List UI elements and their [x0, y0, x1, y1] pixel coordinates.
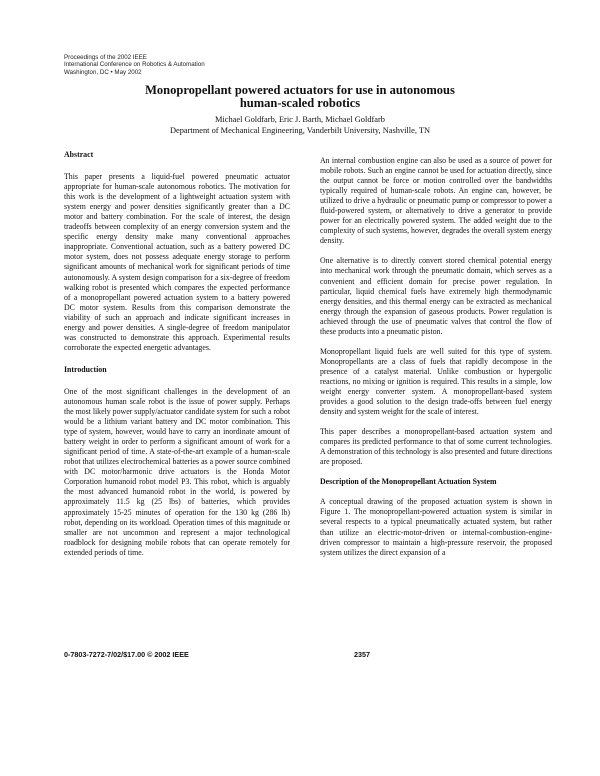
paper-title — [0, 84, 600, 110]
conference-line-2: International Conference on Robotics & Automation — [64, 61, 205, 69]
conference-line-3: Washington, DC • May 2002 — [64, 68, 142, 76]
introduction-text: One of the most significant challenges in the development of an autonomous human scale robot is the issue of power supply. Perhaps the most likely power supply/actuator candidate system for such a robot would be a lithium variant battery and DC motor combination. This type of system, however, would have to carry an inordinate amount of battery weight in order to perform a significant amount of work for a significant period of time. A state-of-the-art example of a human-scale robot that utilizes electrochemical batteries as a power source combined with DC motor/harmonic drive actuators is the Honda Motor Corporation humanoid robot model P3. This robot, which is arguably the most advanced humanoid robot in the world, is powered by approximately 11.5 kg (25 lbs) of batteries, which provides approximately 15-25 minutes of operation for the 130 kg (286 lb) robot, depending on its workload. Operation times of this magnitude or smaller are not uncommon and represent a major technological roadblock for designing mobile robots that can operate remotely for extended periods of time. — [64, 386, 290, 557]
author-block — [0, 115, 600, 136]
introduction-heading: Introduction — [64, 364, 107, 374]
right-paragraph-1: An internal combustion engine can also be used as a source of power for mobile robots. Such an engine cannot be used for actuation directly, since the output cannot be force or motion controlled over the bandwidths typically required of human-scale robots. An engine can, however, be utilized to drive a hydraulic or pneumatic pump or compressor to power a fluid-powered system, or alternatively to drive a generator to provide power for an electrically powered system. The added weight due to the complexity of such systems, however, degrades the overall system energy density. — [320, 156, 552, 246]
right-paragraph-5: A conceptual drawing of the proposed actuation system is shown in Figure 1. The monopropellant-powered actuation system is similar in several respects to a typical pneumatically actuated system, but rather than utilize an electric-motor-driven or internal-combustion-engine-driven compressor to maintain a high-pressure reservoir, the proposed system utilizes the direct expansion of a — [320, 497, 552, 557]
abstract-heading: Abstract — [64, 150, 94, 159]
right-paragraph-4: This paper describes a monopropellant-based actuation system and compares its predicted performance to that of some current technologies. A demonstration of this technology is also presented and future directions are proposed. — [320, 427, 552, 467]
right-column — [320, 156, 552, 558]
author-names: Michael Goldfarb, Eric J. Barth, Michael Goldfarb — [214, 115, 385, 124]
author-affiliation: Department of Mechanical Engineering, Vanderbilt University, Nashville, TN — [169, 125, 431, 135]
title-line-1: Monopropellant powered actuators for use in autonomous — [145, 83, 455, 97]
copyright-line: 0-7803-7272-7/02/$17.00 © 2002 IEEE — [64, 650, 189, 659]
conference-header — [64, 54, 205, 76]
page-number: 2357 — [354, 650, 370, 659]
abstract-text: This paper presents a liquid-fuel powered pneumatic actuator appropriate for human-scale autonomous robotics. The motivation for this work is the development of a lightweight actuation system with system energy and power densities significantly greater than a DC motor and battery combination. For the scale of interest, the design tradeoffs between complexity of an energy conversion system and the specific energy density make many conventional approaches inappropriate. Conventional actuation, such as a battery powered DC motor system, does not possess adequate energy storage to perform significant amounts of mechanical work for significant periods of time autonomously. A system design comparison for a six-degree of freedom walking robot is presented which compares the expected performance of a monopropellant powered actuation system to a battery powered DC motor system. Results from this comparison demonstrate the viability of such an approach and indicate significant increases in energy and power densities. A single-degree of freedom manipulator was constructed to demonstrate this approach. Experimental results corroborate the expected energetic advantages. — [64, 172, 290, 352]
conference-line-1: Proceedings of the 2002 IEEE — [64, 54, 147, 61]
right-paragraph-2: One alternative is to directly convert stored chemical potential energy into mechanical work through the pneumatic domain, which serves as a convenient and efficient domain for precise power regulation. In particular, liquid chemical fuels have extremely high thermodynamic energy densities, and this thermal energy can be extracted as mechanical energy through the expansion of gaseous products. Power regulation is achieved through the use of pneumatic valves that control the flow of these products into a pneumatic piston. — [320, 256, 552, 336]
system-description-heading: Description of the Monopropellant Actuation System — [320, 477, 497, 487]
left-column — [64, 150, 290, 558]
right-paragraph-3: Monopropellant liquid fuels are well suited for this type of system. Monopropellants are a class of fuels that rapidly decompose in the presence of a catalyst material. Unlike combustion or hypergolic reactions, no mixing or ignition is required. This results in a simple, low weight energy converter system. A monopropellant-based system provides a good solution to the design trade-offs between fuel energy density and system weight for the scale of interest. — [320, 346, 552, 417]
title-line-2: human-scaled robotics — [239, 96, 361, 110]
